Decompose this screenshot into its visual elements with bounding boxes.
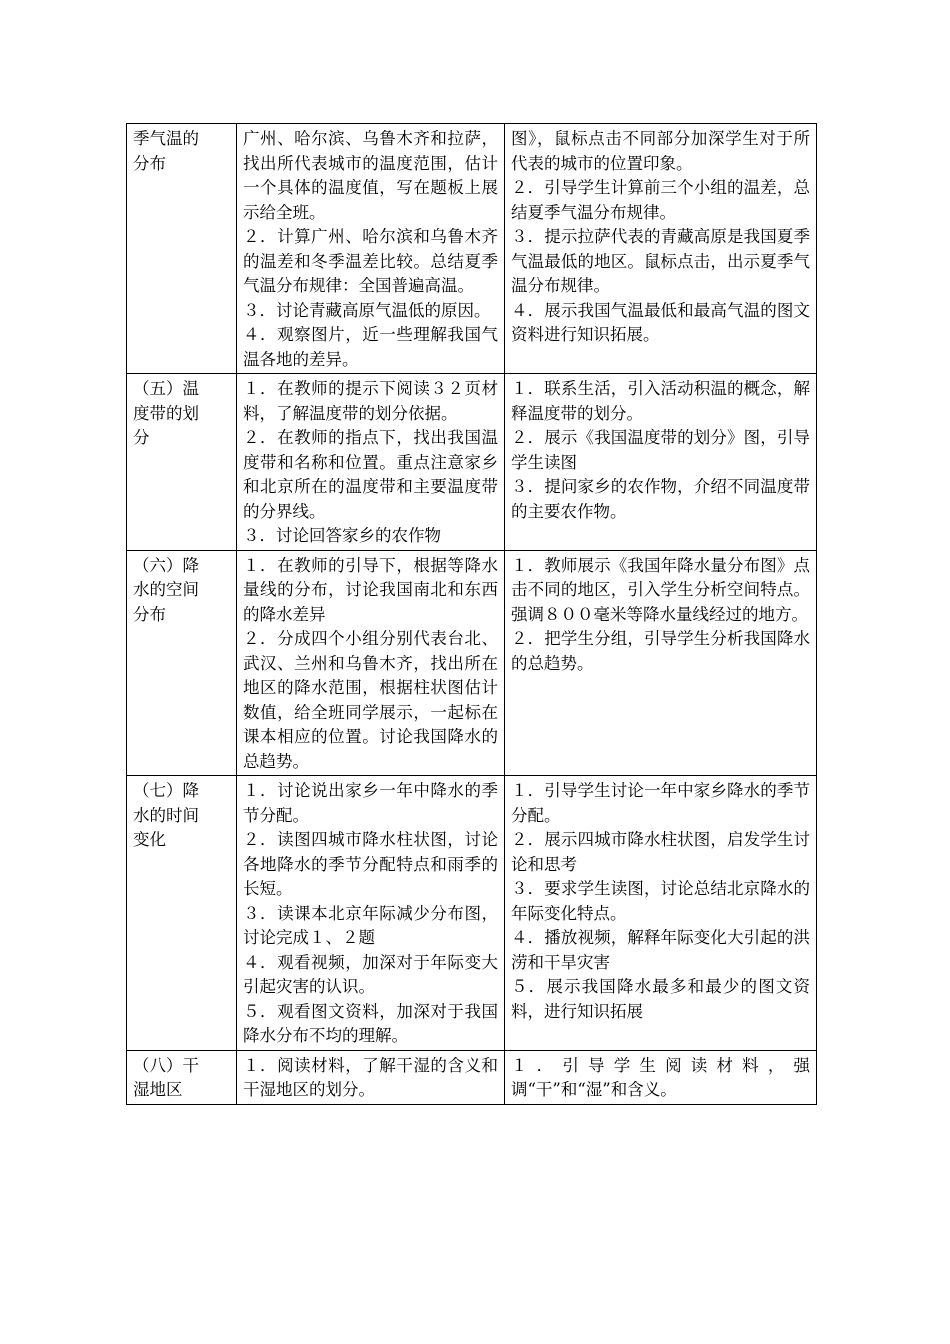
- teacher-paragraph: ３．提示拉萨代表的青藏高原是我国夏季气温最低的地区。鼠标点击，出示夏季气温分布规律。: [511, 227, 810, 295]
- teacher-paragraph: ３．要求学生读图，讨论总结北京降水的年际变化特点。: [511, 879, 810, 923]
- topic-cell: [127, 550, 237, 776]
- student-paragraph: 广州、哈尔滨、乌鲁木齐和拉萨，找出所代表城市的温度范围，估计一个具体的温度值，写在题板上展示给全班。: [243, 129, 498, 222]
- student-paragraph: ２．在教师的指点下，找出我国温度带和名称和位置。重点注意家乡和北京所在的温度带和主要温度带的分界线。: [243, 428, 498, 521]
- student-paragraph: ４．观察图片，近一些理解我国气温各地的差异。: [243, 325, 498, 369]
- table-row: [127, 124, 817, 374]
- table-row: [127, 550, 817, 776]
- teacher-paragraph: １．引导学生讨论一年中家乡降水的季节分配。: [511, 781, 810, 825]
- table-row: [127, 1050, 817, 1104]
- topic-line: 分布: [133, 604, 166, 624]
- topic-line: 水的空间: [133, 580, 199, 599]
- topic-cell: [127, 1050, 237, 1104]
- teacher-paragraph: ２．展示四城市降水柱状图，启发学生讨论和思考: [511, 830, 810, 874]
- student-paragraph: ３．讨论青藏高原气温低的原因。: [243, 300, 491, 320]
- student-paragraph: ３．讨论回答家乡的农作物: [243, 526, 441, 545]
- lesson-plan-table: [126, 123, 817, 1105]
- topic-line: 水的时间: [133, 805, 199, 825]
- student-paragraph: １．在教师的引导下，根据等降水量线的分布，讨论我国南北和东西的降水差异: [243, 555, 498, 624]
- topic-line: 季气温的: [133, 129, 199, 148]
- teacher-paragraph: ２．把学生分组，引导学生分析我国降水的总趋势。: [511, 629, 810, 673]
- topic-line: 变化: [133, 830, 166, 849]
- teacher-paragraph: ４．展示我国气温最低和最高气温的图文资料进行知识拓展。: [511, 300, 810, 344]
- teacher-paragraph: １．联系生活，引入活动积温的概念，解释温度带的划分。: [511, 379, 810, 423]
- teacher-paragraph: 图》，鼠标点击不同部分加深学生对于所代表的城市的位置印象。: [511, 129, 810, 173]
- teacher-paragraph: ３．提问家乡的农作物，介绍不同温度带的主要农作物。: [511, 477, 810, 521]
- teacher-activity-cell: [505, 776, 817, 1051]
- teacher-paragraph: ４．播放视频，解释年际变化大引起的洪涝和干旱灾害: [511, 928, 810, 972]
- teacher-paragraph: １．教师展示《我国年降水量分布图》点击不同的地区，引入学生分析空间特点。强调８００毫米等降水量线经过的地方。: [511, 555, 810, 624]
- student-paragraph: ２．分成四个小组分别代表台北、武汉、兰州和乌鲁木齐，找出所在地区的降水范围，根据柱状图估计数值，给全班同学展示，一起标在课本相应的位置。讨论我国降水的总趋势。: [243, 629, 498, 771]
- student-paragraph: １．在教师的提示下阅读３２页材料，了解温度带的划分依据。: [243, 379, 498, 423]
- topic-cell: [127, 124, 237, 374]
- table-row: [127, 374, 817, 551]
- student-paragraph: ３．读课本北京年际减少分布图，讨论完成１、２题: [243, 903, 498, 947]
- teacher-activity-cell: [505, 1050, 817, 1104]
- student-activity-cell: [237, 374, 505, 551]
- topic-line: 湿地区: [133, 1080, 183, 1099]
- topic-line: （六）降: [133, 555, 199, 575]
- teacher-paragraph: ２．展示《我国温度带的划分》图，引导学生读图: [511, 428, 810, 472]
- student-activity-cell: [237, 776, 505, 1051]
- student-paragraph: ２．读图四城市降水柱状图，讨论各地降水的季节分配特点和雨季的长短。: [243, 830, 498, 898]
- topic-line: （七）降: [133, 781, 199, 800]
- student-paragraph: １．阅读材料，了解干湿的含义和干湿地区的划分。: [243, 1055, 498, 1099]
- teacher-paragraph: ２．引导学生计算前三个小组的温差，总结夏季气温分布规律。: [511, 178, 810, 222]
- topic-cell: [127, 374, 237, 551]
- topic-line: 分: [133, 428, 150, 447]
- teacher-activity-cell: [505, 374, 817, 551]
- student-paragraph: ４．观看视频，加深对于年际变大引起灾害的认识。: [243, 952, 498, 996]
- topic-line: 度带的划: [133, 403, 199, 423]
- topic-line: 分布: [133, 153, 166, 173]
- student-paragraph: １．讨论说出家乡一年中降水的季节分配。: [243, 781, 498, 825]
- student-paragraph: ２．计算广州、哈尔滨和乌鲁木齐的温差和冬季温差比较。总结夏季气温分布规律：全国普遍高温。: [243, 227, 498, 295]
- student-activity-cell: [237, 1050, 505, 1104]
- student-activity-cell: [237, 550, 505, 776]
- teacher-activity-cell: [505, 550, 817, 776]
- student-paragraph: ５．观看图文资料，加深对于我国降水分布不均的理解。: [243, 1001, 498, 1045]
- topic-line: （八）干: [133, 1055, 199, 1075]
- teacher-paragraph: １．引导学生阅读材料，强调“干”和“湿”和含义。: [511, 1055, 810, 1099]
- topic-cell: [127, 776, 237, 1051]
- student-activity-cell: [237, 124, 505, 374]
- topic-line: （五）温: [133, 379, 199, 398]
- table-row: [127, 776, 817, 1051]
- teacher-paragraph: ５．展示我国降水最多和最少的图文资料，进行知识拓展: [511, 977, 810, 1021]
- teacher-activity-cell: [505, 124, 817, 374]
